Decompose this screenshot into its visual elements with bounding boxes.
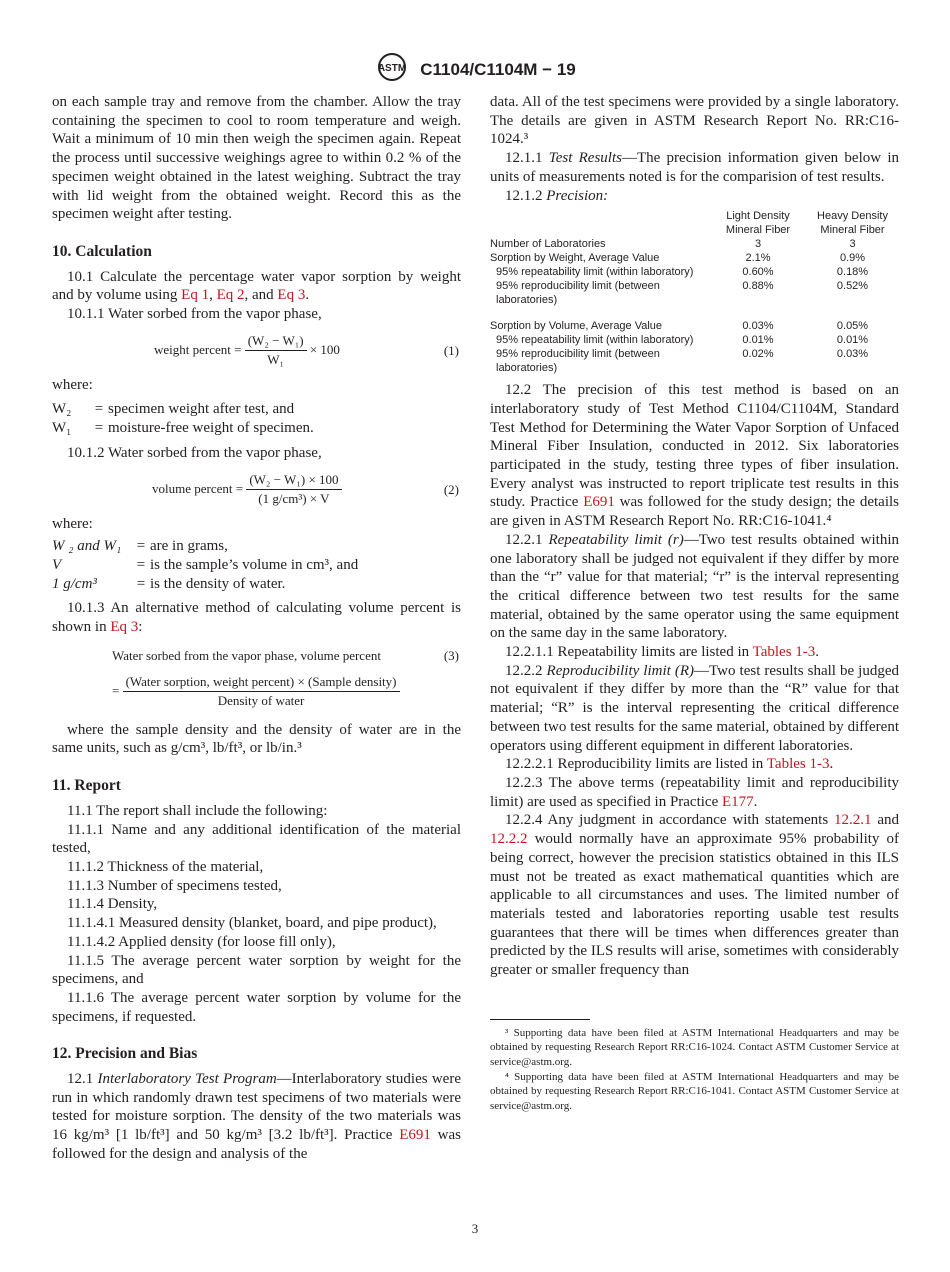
table-row: 95% reproducibility limit (between laboratories) 0.88% 0.52%: [496, 280, 869, 307]
equation-label: (1): [443, 342, 459, 358]
paragraph: 11.1.3 Number of specimens tested,: [67, 877, 282, 894]
paragraph: 12.1.1 Test Results—The precision information given below in units of measurements noted is for the comparision of test results.: [490, 150, 899, 185]
paragraph: 11.1.4.1 Measured density (blanket, board, and pipe product),: [67, 915, 437, 932]
e691-link[interactable]: E691: [399, 1127, 431, 1144]
left-column: [52, 93, 461, 1164]
tables-link[interactable]: Tables 1-3: [766, 756, 830, 773]
paragraph: 11.1.1 Name and any additional identification of the material tested,: [52, 821, 461, 857]
paragraph: 12.2 The precision of this test method is based on an interlaboratory study of Test Method C1104/C1104M, Standard Test Method for Determining the Water Vapor Sorption of Unfaced Mineral Fiber Insulation, conducted in 2012. Six laboratories participated in the study, testing three types of fiber insulation. Every analyst was instructed to report triplicate test results in this study. Practice E691 was followed for the study design; the details are given in ASTM Research Report No. RR:C16-1041.⁴: [490, 382, 900, 530]
column-header: Light Density Mineral Fiber: [725, 210, 791, 237]
table-row: Sorption by Weight, Average Value 2.1% 0.9%: [490, 252, 866, 265]
paragraph: 12.2.1 Repeatability limit (r)—Two test results obtained within one laboratory shall be judged not equivalent if they differ by more than the “r” value for that material; “r” is the interval representing the critical difference between two test results for the same material, obtained by the same operator using the same equipment on the same day in the same laboratory.: [490, 531, 899, 642]
equation-1: weight percent = $\frac{\text{(W₂ − W₁)}}{\text{W₁}}$ × 100 (1): [154, 332, 459, 368]
paragraph: 10.1 Calculate the percentage water vapor sorption by weight and by volume using Eq 1, Eq 2, and Eq 3.: [52, 268, 461, 304]
e691-link[interactable]: E691: [583, 494, 615, 511]
paragraph: 11.1.6 The average percent water sorption by volume for the specimens, if requested.: [52, 989, 461, 1025]
paragraph: 10.1.1 Water sorbed from the vapor phase,: [67, 306, 322, 323]
equation-label: (2): [443, 481, 459, 497]
paragraph: 11.1.4 Density,: [67, 896, 158, 913]
astm-logo-icon: [374, 52, 410, 87]
eq1-link[interactable]: Eq 1: [181, 287, 210, 304]
equation-3: Water sorbed from the vapor phase, volume percent (3) = $\frac{\text{(Water sorption, weight percent) × (Sample density)}}{\text{Density of water}}$: [112, 647, 459, 709]
where-list: W₂ = specimen weight after test, and W₁ = moisture-free weight of specimen.: [52, 401, 314, 437]
precision-table: [490, 209, 899, 375]
paragraph: 12.2.3 The above terms (repeatability limit and reproducibility limit) are used as specified in Practice E177.: [490, 774, 899, 810]
svg-text:ASTM: ASTM: [378, 63, 407, 74]
section-heading: 11. Report: [52, 777, 121, 795]
eq2-link[interactable]: Eq 2: [216, 287, 245, 304]
section-12-2-2-link[interactable]: 12.2.2: [490, 831, 528, 848]
eq3-link[interactable]: Eq 3: [277, 287, 306, 304]
table-row: 95% reproducibility limit (between laboratories) 0.02% 0.03%: [496, 348, 869, 375]
paragraph: where:: [52, 376, 93, 393]
paragraph: 10.1.3 An alternative method of calculating volume percent is shown in Eq 3:: [52, 600, 461, 636]
paragraph: 12.2.4 Any judgment in accordance with statements 12.2.1 and 12.2.2 would normally have an approximate 95% probability of being correct, however the precision statistics obtained in this ILS must not be treated as exact mathematical quantities which are applicable to all circumstances and uses. The limited number of materials tested and laboratories reporting usable test results guarantees that there will be times when differences greater than predicted by the ILS results will arise, sometimes with considerably greater or smaller frequency than: [490, 812, 899, 979]
column-header: Heavy Density Mineral Fiber: [817, 210, 888, 237]
paragraph: 12.1 Interlaboratory Test Program—Interlaboratory studies were run in which randomly drawn test specimens of two materials were tested for moisture sorption. The density of the two materials was 16 kg/m³ [1 lb/ft³] and 50 kg/m³ [3.2 lb/ft³]. Practice E691 was followed for the design and analysis of the: [52, 1071, 461, 1162]
e177-link[interactable]: E177: [722, 793, 754, 810]
paragraph: where:: [52, 515, 93, 532]
paragraph: 12.2.2.1 Reproducibility limits are listed in Tables 1-3.: [505, 756, 834, 773]
footnote: ³ Supporting data have been filed at ASTM International Headquarters and may be obtained by requesting Research Report RR:C16-1024. Contact ASTM Customer Service at service@astm.org.: [490, 1026, 899, 1068]
table-row: Sorption by Volume, Average Value 0.03% 0.05%: [490, 320, 869, 333]
footnote-divider: [490, 1019, 590, 1020]
table-row: 95% repeatability limit (within laboratory) 0.01% 0.01%: [496, 334, 869, 347]
paragraph: on each sample tray and remove from the chamber. Allow the tray containing the specimen to cool to room temperature and weigh. Wait a minimum of 10 min then weigh the specimen again. Repeat the process until successive weighings agree to within 0.2 % of the specimen weight obtained in the latest weighing. Subtract the tray with lid weight from the obtained weight. Record this as the specimen weight after testing.: [52, 94, 461, 223]
table-row: Number of Laboratories 3 3: [490, 238, 856, 251]
paragraph: 12.2.2 Reproducibility limit (R)—Two test results shall be judged not equivalent if they differ by more than the “R” value for that material; “R” is the interval representing the critical difference between two test results for the same material, obtained by different operators using different equipment in different laboratories.: [490, 662, 899, 754]
footnote: ⁴ Supporting data have been filed at ASTM International Headquarters and may be obtained by requesting Research Report RR:C16-1041. Contact ASTM Customer Service at service@astm.org.: [490, 1070, 899, 1112]
paragraph: 12.1.2 Precision:: [505, 187, 609, 204]
paragraph: data. All of the test specimens were provided by a single laboratory. The details are given in ASTM Research Report No. RR:C16-1024.³: [490, 94, 899, 148]
paragraph: 11.1.5 The average percent water sorption by weight for the specimens, and: [52, 952, 461, 988]
table-row: 95% repeatability limit (within laboratory) 0.60% 0.18%: [496, 266, 869, 279]
section-heading: 12. Precision and Bias: [52, 1045, 198, 1063]
paragraph: 11.1 The report shall include the following:: [67, 802, 328, 819]
paragraph: where the sample density and the density of water are in the same units, such as g/cm³, lb/ft³, or lb/in.³: [52, 721, 461, 757]
page-number: 3: [471, 1221, 479, 1236]
paragraph: 11.1.4.2 Applied density (for loose fill only),: [67, 933, 336, 950]
where-list: W ₂ and W₁ = are in grams, V = is the sample’s volume in cm³, and 1 g/cm³ = is the density of water.: [52, 538, 359, 592]
eq3-link[interactable]: Eq 3: [110, 619, 139, 636]
paragraph: 12.2.1.1 Repeatability limits are listed in Tables 1-3.: [505, 644, 820, 661]
page-header: [0, 52, 950, 84]
tables-link[interactable]: Tables 1-3: [752, 644, 816, 661]
equation-2: volume percent = $\frac{\text{(W₂ − W₁) × 100}}{\text{(1 g/cm³) × V}}$ (2): [152, 471, 459, 507]
designation: C1104/C1104M − 19: [420, 59, 576, 79]
paragraph: 11.1.2 Thickness of the material,: [67, 858, 264, 875]
right-column: [490, 93, 899, 1114]
paragraph: 10.1.2 Water sorbed from the vapor phase,: [67, 444, 322, 461]
section-12-2-1-link[interactable]: 12.2.1: [834, 812, 872, 829]
section-heading: 10. Calculation: [52, 242, 152, 260]
